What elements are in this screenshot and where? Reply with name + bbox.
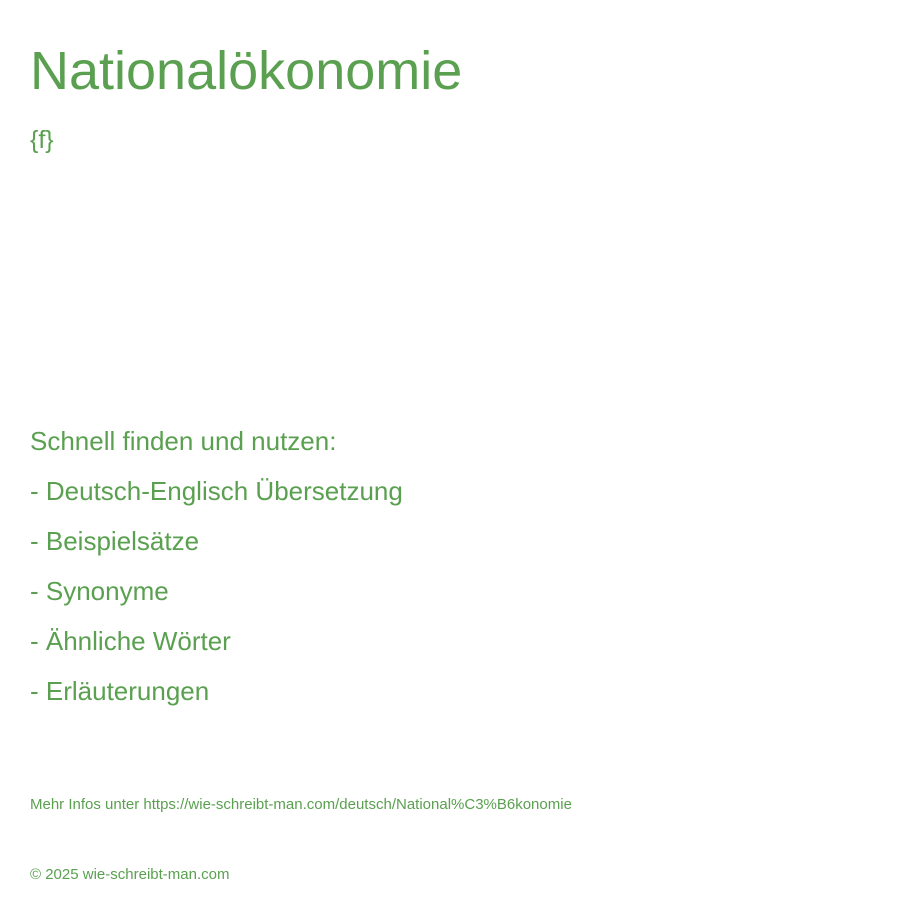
feature-item-example-sentences: - Beispielsätze (30, 526, 200, 556)
gender-label: {f} (30, 126, 54, 154)
copyright-notice: © 2025 wie-schreibt-man.com (30, 866, 230, 883)
more-info-line (30, 795, 572, 815)
more-info-link[interactable]: https://wie-schreibt-man.com/deutsch/National%C3%B6konomie (143, 796, 572, 813)
feature-item-explanations: - Erläuterungen (30, 676, 210, 706)
more-info-prefix: Mehr Infos unter (30, 796, 144, 813)
feature-item-synonyms: - Synonyme (30, 576, 169, 606)
features-heading: Schnell finden und nutzen: (30, 426, 337, 456)
page-title: Nationalökonomie (30, 41, 463, 101)
features-section (30, 424, 403, 724)
feature-item-translation: - Deutsch-Englisch Übersetzung (30, 476, 403, 506)
feature-item-similar-words: - Ähnliche Wörter (30, 626, 231, 656)
